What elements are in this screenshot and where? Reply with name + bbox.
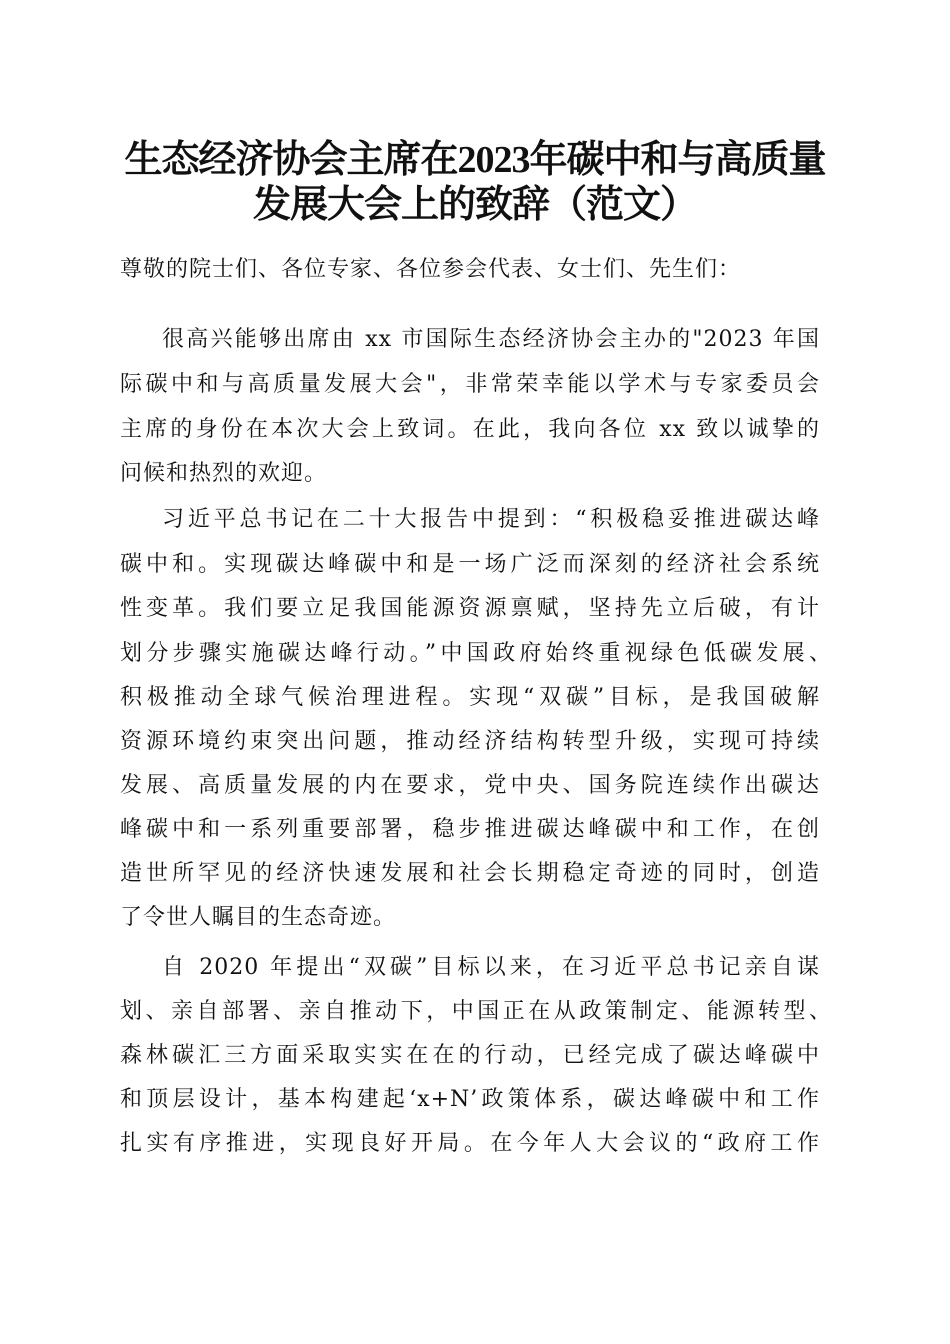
body-line: 划分步骤实施碳达峰行动。”中国政府始终重视绿色低碳发展、	[120, 641, 832, 666]
body-line: 碳中和。实现碳达峰碳中和是一场广泛而深刻的经济社会系统	[120, 552, 820, 577]
body-line: 问候和热烈的欢迎。	[120, 461, 328, 486]
body-line: 积极推动全球气候治理进程。实现“双碳”目标，是我国破解	[120, 685, 820, 710]
body-line: 性变革。我们要立足我国能源资源禀赋，坚持先立后破，有计	[120, 596, 820, 621]
title-line-2: 发展大会上的致辞（范文）	[252, 184, 697, 226]
body-line: 习近平总书记在二十大报告中提到：“积极稳妥推进碳达峰	[162, 507, 820, 532]
body-line: 造世所罕见的经济快速发展和社会长期稳定奇迹的同时，创造	[120, 861, 820, 886]
body-line: 划、亲自部署、亲自推动下，中国正在从政策制定、能源转型、	[120, 999, 832, 1024]
body-line: 森林碳汇三方面采取实实在在的行动，已经完成了碳达峰碳中	[120, 1043, 820, 1068]
body-line: 峰碳中和一系列重要部署，稳步推进碳达峰碳中和工作，在创	[120, 817, 820, 842]
body-line: 资源环境约束突出问题，推动经济结构转型升级，实现可持续	[120, 729, 820, 754]
body-line: 和顶层设计，基本构建起‘x+N’政策体系，碳达峰碳中和工作	[120, 1087, 820, 1112]
salutation: 尊敬的院士们、各位专家、各位参会代表、女士们、先生们：	[120, 257, 742, 282]
body-line: 很高兴能够出席由 xx 市国际生态经济协会主办的"2023 年国	[162, 327, 820, 352]
body-line: 际碳中和与高质量发展大会"，非常荣幸能以学术与专家委员会	[120, 372, 820, 397]
title-line-1: 生态经济协会主席在2023年碳中和与高质量	[124, 139, 826, 181]
body-line: 自 2020 年提出“双碳”目标以来，在习近平总书记亲自谋	[162, 955, 820, 980]
body-line: 发展、高质量发展的内在要求，党中央、国务院连续作出碳达	[120, 773, 820, 798]
body-line: 扎实有序推进，实现良好开局。在今年人大会议的“政府工作	[120, 1131, 820, 1156]
body-line: 了令世人瞩目的生态奇迹。	[120, 905, 397, 930]
body-line: 主席的身份在本次大会上致词。在此，我向各位 xx 致以诚挚的	[120, 417, 820, 442]
